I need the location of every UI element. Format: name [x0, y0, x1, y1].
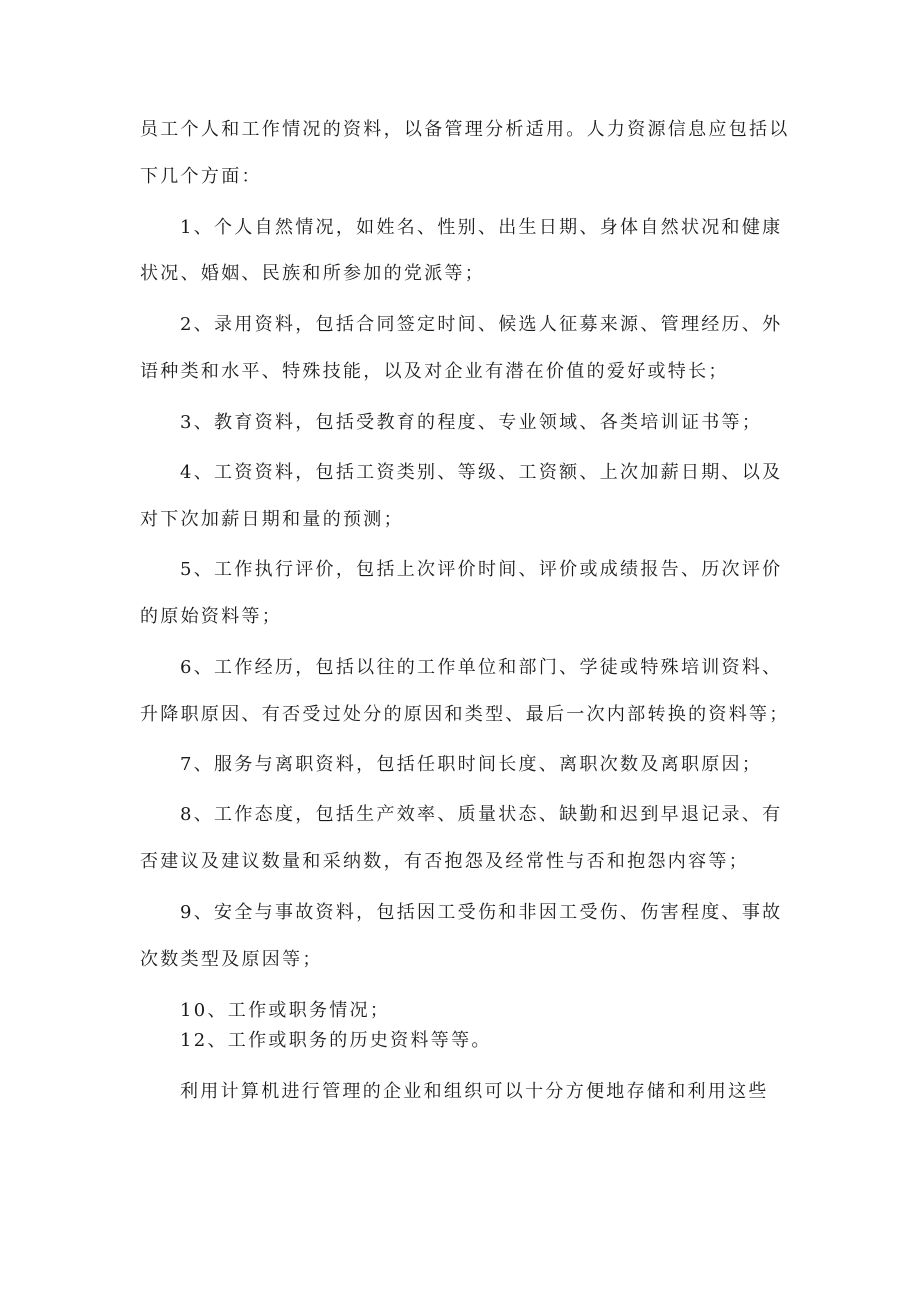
list-item-2-line-1: 2、录用资料，包括合同签定时间、候选人征募来源、管理经历、外 — [180, 314, 783, 335]
list-item-4-line-2: 对下次加薪日期和量的预测； — [140, 509, 404, 530]
list-item-6-line-1: 6、工作经历，包括以往的工作单位和部门、学徒或特殊培训资料、 — [180, 657, 783, 678]
list-item-1-line-2: 状况、婚姻、民族和所参加的党派等； — [140, 263, 486, 284]
list-item-1-line-1: 1、个人自然情况，如姓名、性别、出生日期、身体自然状况和健康 — [180, 217, 783, 238]
list-item-6-line-2: 升降职原因、有否受过处分的原因和类型、最后一次内部转换的资料等； — [140, 704, 790, 725]
list-item-9-line-2: 次数类型及原因等； — [140, 949, 323, 970]
list-item-10: 10、工作或职务情况； — [180, 1000, 391, 1021]
text-line: 员工个人和工作情况的资料，以备管理分析适用。人力资源信息应包括以 — [140, 119, 790, 140]
list-item-3: 3、教育资料，包括受教育的程度、专业领域、各类培训证书等； — [180, 412, 763, 433]
list-item-5-line-2: 的原始资料等； — [140, 606, 283, 627]
paragraph-closing-line: 利用计算机进行管理的企业和组织可以十分方便地存储和利用这些 — [180, 1081, 769, 1102]
list-item-7: 7、服务与离职资料，包括任职时间长度、离职次数及离职原因； — [180, 754, 763, 775]
list-item-2-line-2: 语种类和水平、特殊技能，以及对企业有潜在价值的爱好或特长； — [140, 361, 729, 382]
list-item-4-line-1: 4、工资资料，包括工资类别、等级、工资额、上次加薪日期、以及 — [180, 462, 783, 483]
list-item-9-line-1: 9、安全与事故资料，包括因工受伤和非因工受伤、伤害程度、事故 — [180, 902, 783, 923]
list-item-12: 12、工作或职务的历史资料等等。 — [180, 1030, 492, 1051]
text-line: 下几个方面： — [140, 166, 262, 187]
list-item-5-line-1: 5、工作执行评价，包括上次评价时间、评价或成绩报告、历次评价 — [180, 559, 783, 580]
list-item-8-line-2: 否建议及建议数量和采纳数，有否抱怨及经常性与否和抱怨内容等； — [140, 851, 749, 872]
list-item-8-line-1: 8、工作态度，包括生产效率、质量状态、缺勤和迟到早退记录、有 — [180, 804, 783, 825]
